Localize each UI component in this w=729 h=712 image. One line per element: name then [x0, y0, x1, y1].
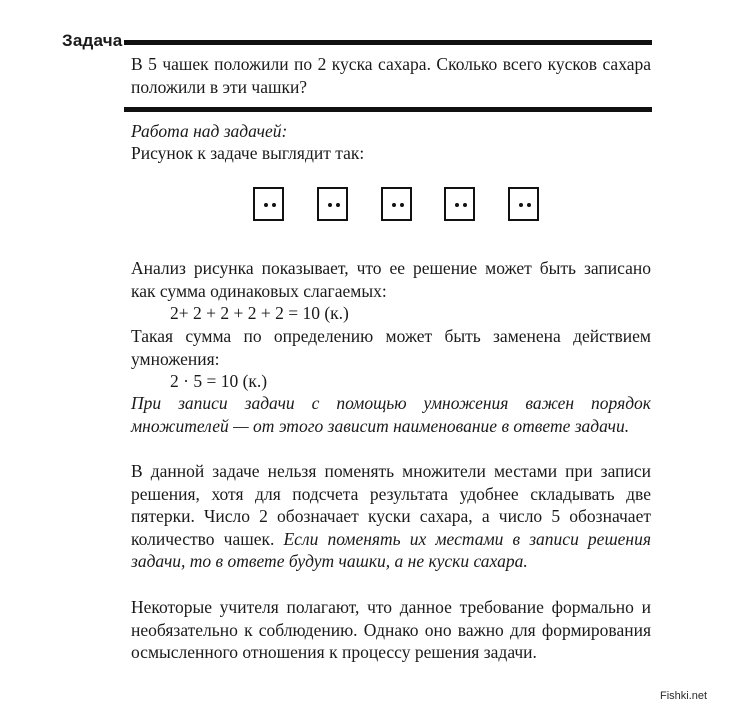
explanation-italic-text: Если поменять их местами в записи решения задачи, то в ответе будут чашки, а не куски сахара.	[131, 528, 651, 571]
cup-icon	[444, 187, 475, 221]
sugar-dot	[527, 203, 531, 207]
task-heading: Задача	[62, 31, 123, 50]
sugar-dot	[328, 203, 332, 207]
sugar-dot	[463, 203, 467, 207]
cup-icon	[317, 187, 348, 221]
sugar-dot	[519, 203, 523, 207]
cup-icon	[508, 187, 539, 221]
product-formula: 2 · 5 = 10 (к.)	[170, 371, 268, 391]
sugar-dot	[264, 203, 268, 207]
sugar-dot	[336, 203, 340, 207]
analysis-paragraph: Анализ рисунка показывает, что ее решение может быть записано как сумма одинаковых слагаемых:	[131, 258, 651, 301]
top-divider	[124, 40, 652, 45]
bottom-divider	[124, 107, 652, 112]
sum-formula: 2+ 2 + 2 + 2 + 2 = 10 (к.)	[170, 303, 349, 323]
watermark: Fishki.net	[660, 690, 708, 702]
cup-icon	[381, 187, 412, 221]
problem-statement: В 5 чашек положили по 2 куска сахара. Сколько всего кусков сахара положили в эти чашки?	[131, 54, 651, 97]
sugar-dot	[272, 203, 276, 207]
sugar-dot	[455, 203, 459, 207]
work-heading: Работа над задачей:	[131, 121, 288, 141]
replacement-paragraph: Такая сумма по определению может быть заменена действием умножения:	[131, 326, 651, 369]
teachers-paragraph: Некоторые учителя полагают, что данное требование формально и необязательно к соблюдению. Однако оно важно для формирования осмысленного отношения к процессу решения задачи.	[131, 597, 651, 662]
drawing-label: Рисунок к задаче выглядит так:	[131, 143, 365, 163]
cup-icon	[253, 187, 284, 221]
sugar-dot	[400, 203, 404, 207]
sugar-dot	[392, 203, 396, 207]
explanation-text: В данной задаче нельзя поменять множители местами при записи решения, хотя для подсчета результата удобнее складывать две пятерки. Число 2 обозначает куски сахара, а число 5 обозначает количество чашек.	[131, 461, 651, 549]
order-note: При записи задачи с помощью умножения важен порядок множителей — от этого зависит наименование в ответе задачи.	[131, 393, 651, 436]
explanation-paragraph	[131, 460, 651, 573]
